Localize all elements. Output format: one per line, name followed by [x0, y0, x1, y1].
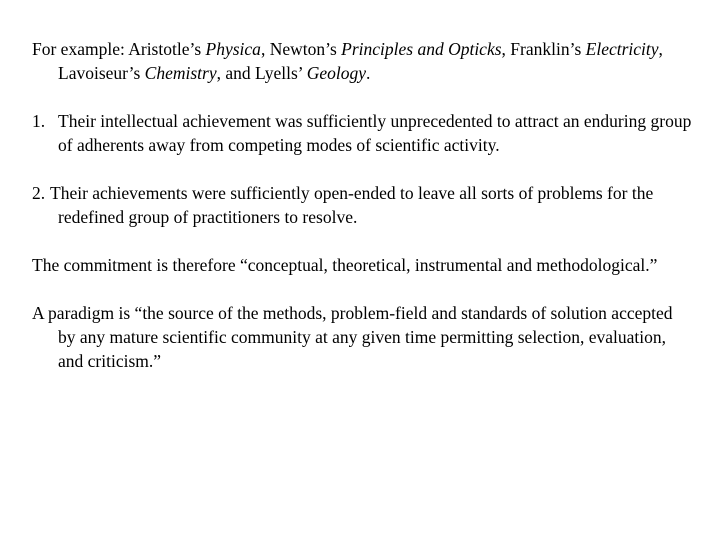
point-1-number: 1.: [32, 111, 46, 131]
point-1-paragraph: [32, 109, 692, 157]
point-2-number: 2.: [32, 183, 46, 203]
work-electricity: Electricity: [585, 39, 659, 59]
examples-separator: , Newton’s: [260, 39, 342, 59]
work-chemistry: Chemistry: [144, 63, 217, 83]
paradigm-paragraph: A paradigm is “the source of the methods, problem-field and standards of solution accepted by any mature scientific community at any given time permitting selection, evaluation, and criticism.”: [32, 303, 673, 371]
examples-suffix: .: [366, 63, 371, 83]
examples-separator: , Franklin’s: [501, 39, 586, 59]
examples-separator: , and Lyells’: [216, 63, 307, 83]
point-2-paragraph: [32, 181, 692, 229]
commitment-paragraph: The commitment is therefore “conceptual, theoretical, instrumental and methodological.”: [32, 255, 658, 275]
work-geology: Geology: [306, 63, 366, 83]
examples-paragraph: [32, 37, 692, 85]
work-principles-and-opticks: Principles and Opticks: [341, 39, 502, 59]
point-1-text: Their intellectual achievement was sufficiently unprecedented to attract an enduring group of adherents away from competing modes of scientific activity.: [58, 111, 692, 155]
work-physica: Physica: [205, 39, 261, 59]
slide-text-body: [32, 37, 692, 397]
examples-separator: , Lavoiseur’s: [58, 39, 663, 83]
point-2-text: Their achievements were sufficiently open-ended to leave all sorts of problems for the redefined group of practitioners to resolve.: [50, 183, 654, 227]
examples-prefix: For example: Aristotle’s: [32, 39, 206, 59]
